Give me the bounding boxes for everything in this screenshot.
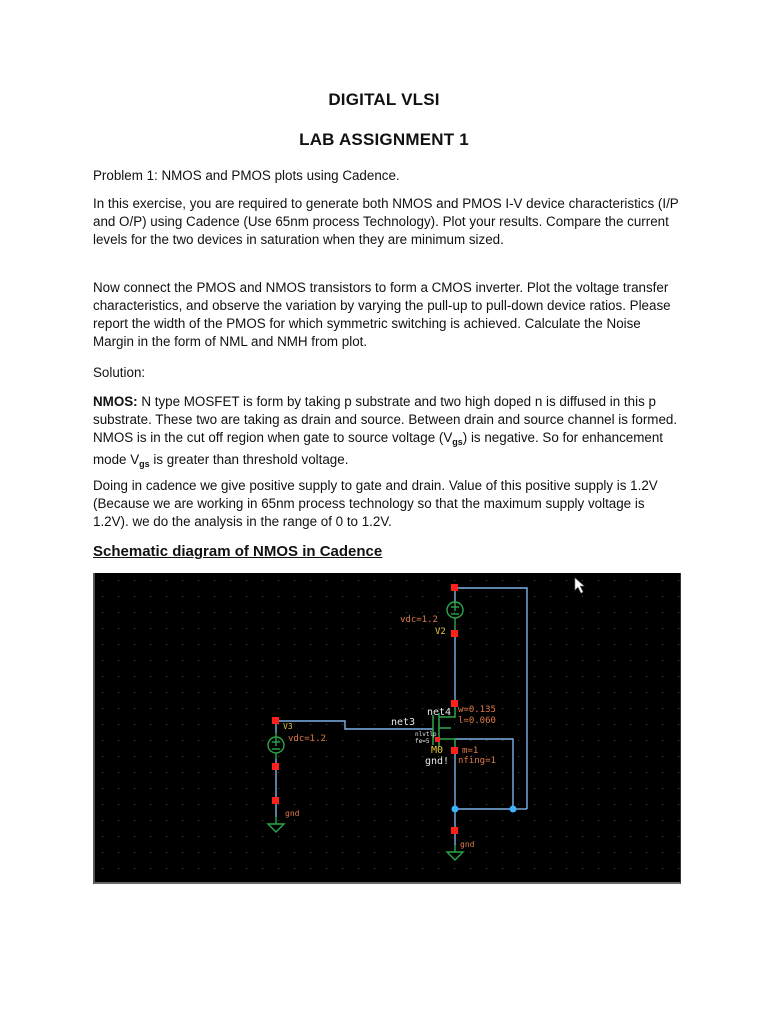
- ground-right-label: gnd: [460, 840, 475, 849]
- nmos-text-a: N type MOSFET is form by taking p substrate and two high doped n is diffused in this p substrate. These two are taking as drain and source. Between drain and source channel is formed. NMOS is in the cut off region when gate to source voltage (V: [93, 394, 678, 445]
- schematic-canvas: [95, 573, 680, 882]
- paragraph-intro: In this exercise, you are required to generate both NMOS and PMOS I-V device characteristics (I/P and O/P) using Cadence (Use 65nm process Technology). Plot your results. Compare the current levels for the two devices in saturation when they are minimum sized.: [93, 196, 679, 247]
- document-subtitle: LAB ASSIGNMENT 1: [299, 130, 469, 149]
- source-top-name: V2: [435, 627, 446, 637]
- transistor-name: M0: [431, 745, 444, 756]
- nmos-label: NMOS:: [93, 394, 138, 409]
- paragraph-nmos: [93, 393, 683, 473]
- schematic-diagram: [93, 573, 681, 884]
- nmos-subscript-1: gs: [452, 437, 463, 447]
- transistor-width: w=0.135: [458, 705, 496, 715]
- source-left-name: V3: [283, 722, 293, 731]
- transistor-length: l=0.060: [458, 716, 496, 726]
- paragraph-cmos: Now connect the PMOS and NMOS transistors to form a CMOS inverter. Plot the voltage transfer characteristics, and observe the variation by varying the pull-up to pull-down device ratios. Please report the width of the PMOS for which symmetric switching is achieved. Calculate the Noise Margin in the form of NML and NMH from plot.: [93, 280, 671, 349]
- transistor-model-a: nlvtlp: [415, 731, 437, 738]
- source-top-value: vdc=1.2: [400, 615, 438, 625]
- transistor-model-b: fe=5: [415, 738, 430, 745]
- nmos-subscript-2: gs: [139, 459, 150, 469]
- net-gate-label: net3: [391, 717, 416, 728]
- transistor-fingers: nfing=1: [458, 756, 496, 766]
- document-title: DIGITAL VLSI: [328, 90, 440, 109]
- paragraph-cadence: Doing in cadence we give positive supply to gate and drain. Value of this positive supply is 1.2V (Because we are working in 65nm process technology so that the maximum supply voltage is 1.2V). we do the analysis in the range of 0 to 1.2V.: [93, 478, 658, 529]
- transistor-bulk: gnd!: [425, 756, 450, 767]
- source-left-value: vdc=1.2: [288, 734, 326, 744]
- problem-heading: Problem 1: NMOS and PMOS plots using Cadence.: [93, 168, 400, 183]
- schematic-heading: Schematic diagram of NMOS in Cadence: [93, 543, 383, 560]
- solution-label: Solution:: [93, 365, 146, 380]
- transistor-multiplier: m=1: [462, 746, 479, 756]
- net-drain-label: net4: [427, 707, 452, 718]
- nmos-text-c: is greater than threshold voltage.: [149, 452, 349, 467]
- nmos-text-b: ) is negative. So for enhancement mode V: [93, 430, 664, 467]
- ground-left-label: gnd: [285, 809, 300, 818]
